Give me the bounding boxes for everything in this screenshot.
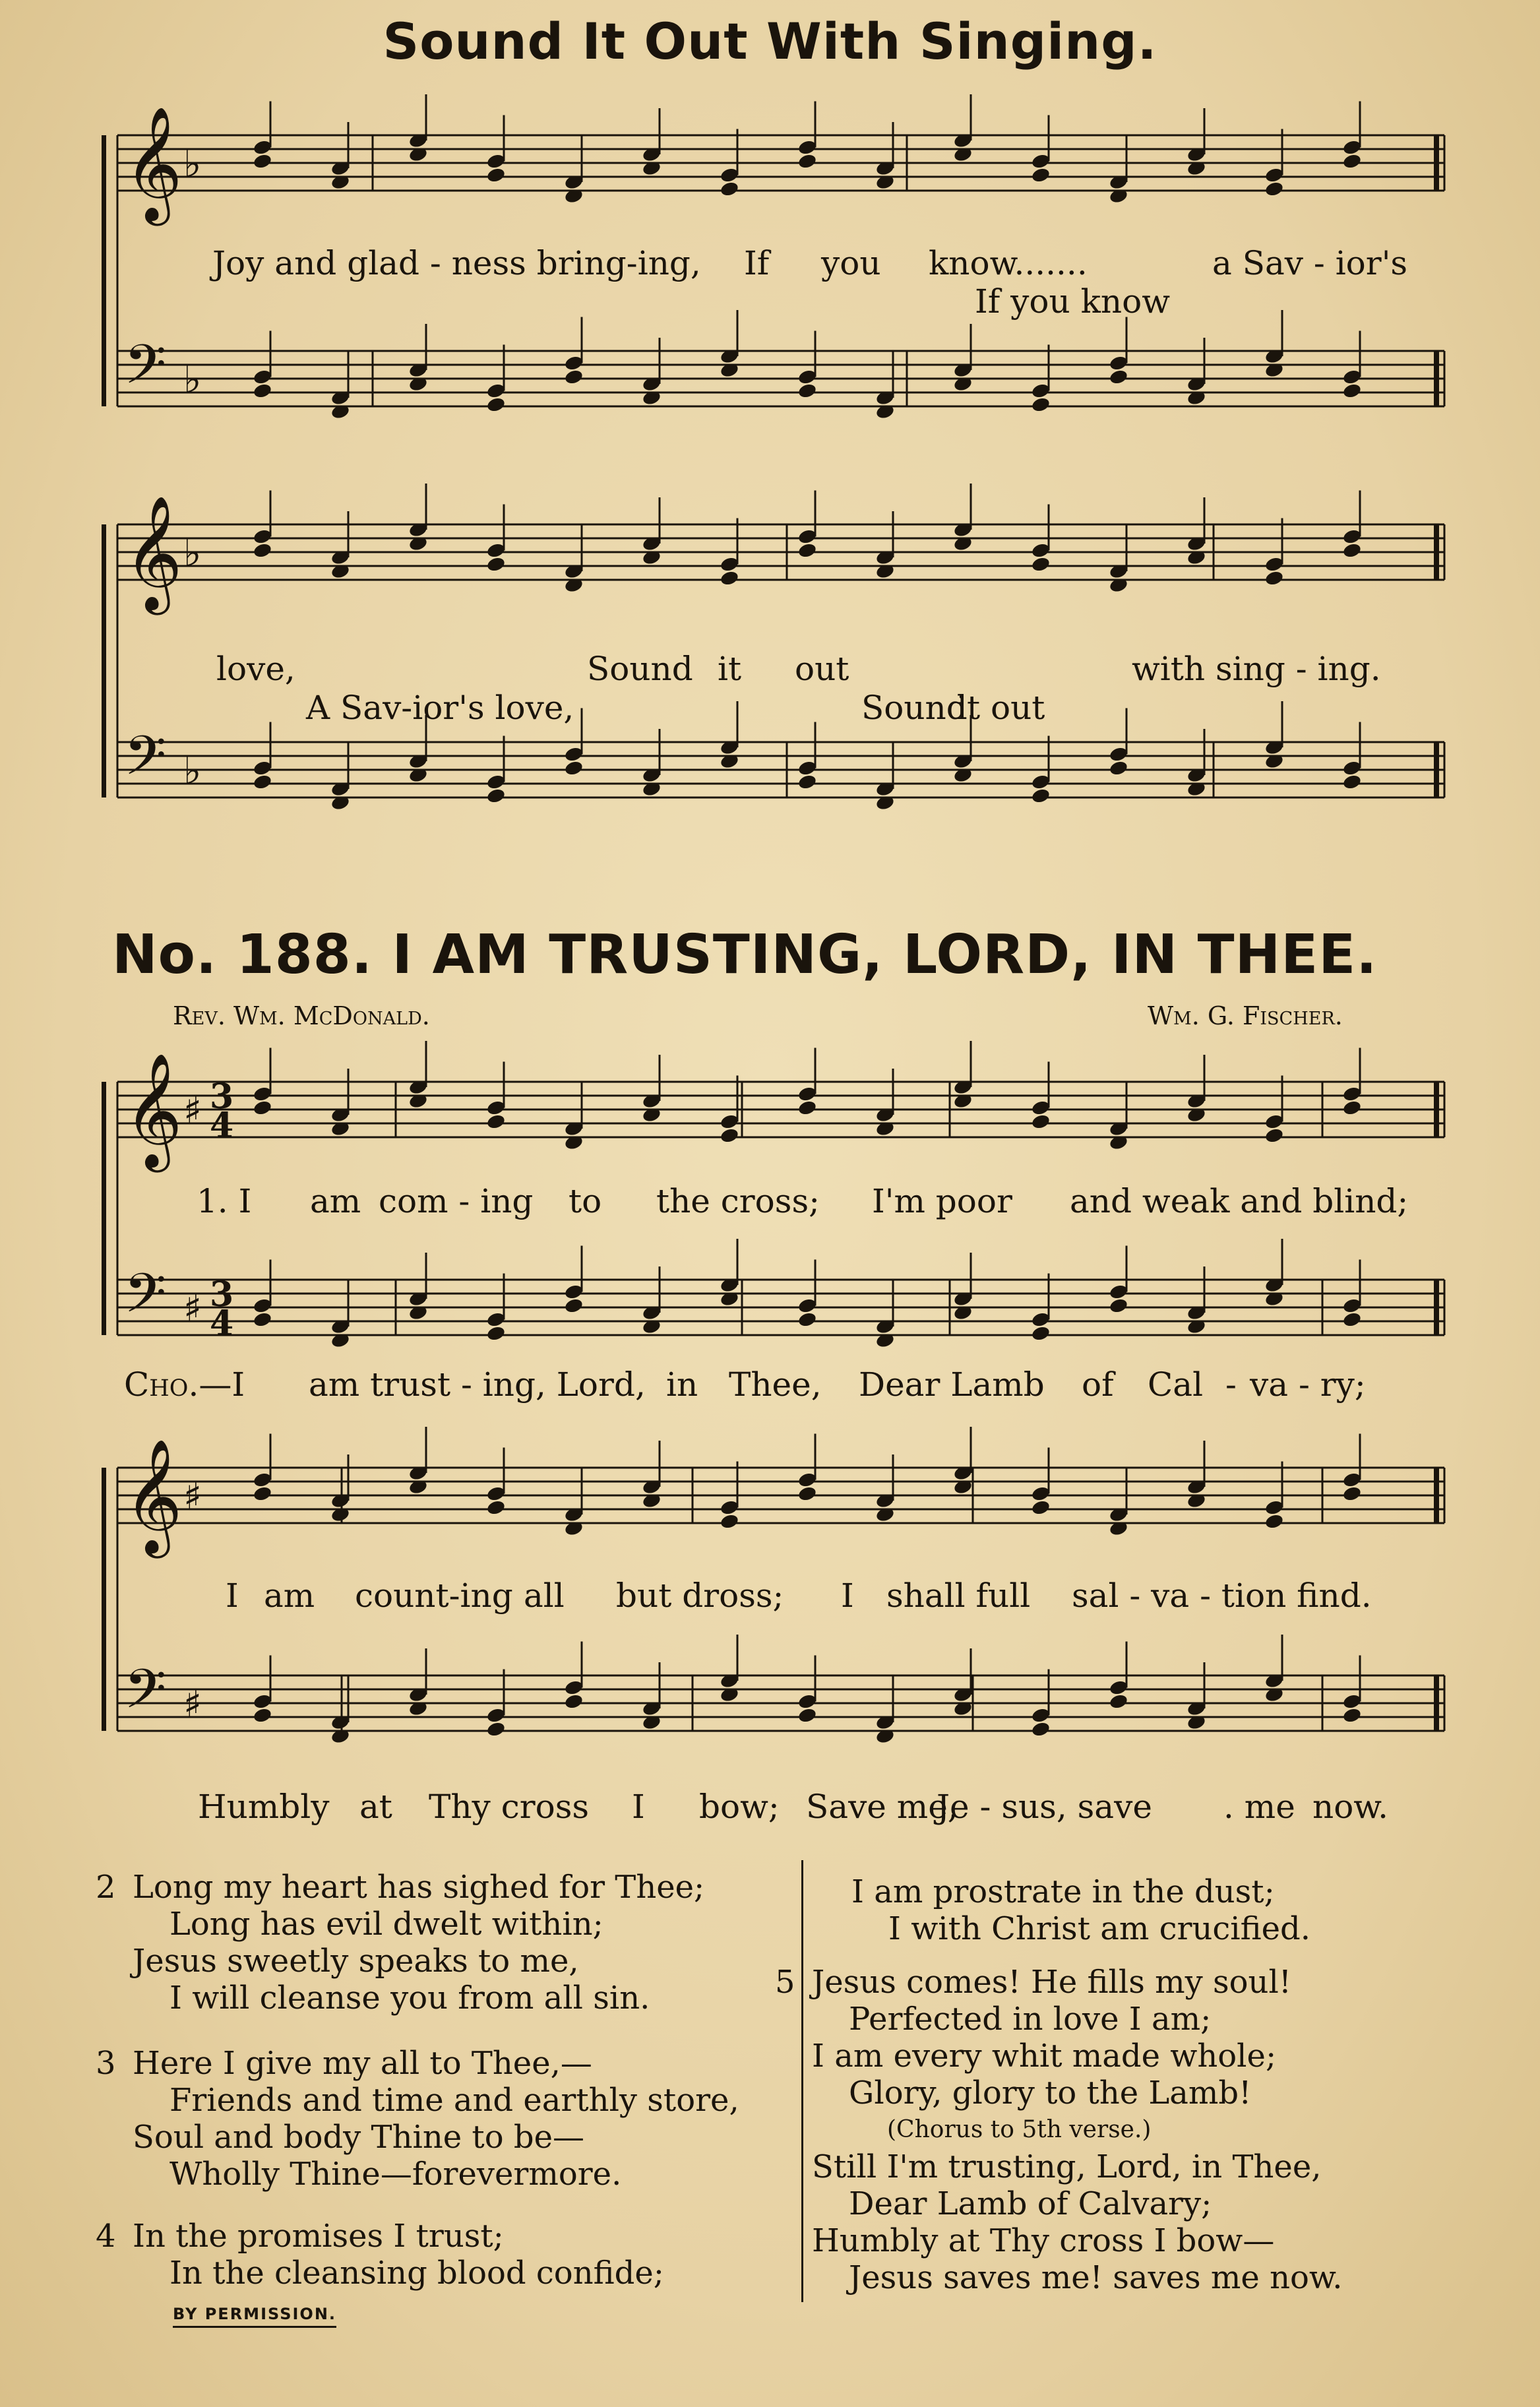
notehead [253,1707,273,1724]
lyric: out [795,650,849,688]
notehead [564,369,584,386]
lyric: shall full [886,1577,1031,1615]
bass-clef-icon: 𝄢 [124,724,167,801]
verse-line: Humbly at Thy cross I bow— [812,2222,1275,2259]
verse-line: I will cleanse you from all sin. [169,1980,650,2016]
lyric: and weak and blind; [1070,1182,1409,1220]
verse-2 [96,1869,704,2016]
treble-clef-icon: 𝄞 [124,1053,183,1168]
notehead [720,1127,740,1144]
notehead [564,1693,584,1710]
notehead [1031,1499,1051,1516]
notehead [253,542,273,559]
notehead [1031,556,1051,573]
lyric: love, [216,650,295,688]
notehead [486,1113,507,1131]
notehead [1342,1100,1363,1117]
notehead [486,788,507,805]
lyric: Humbly [198,1788,330,1826]
hymn-number: No. 188. [112,923,373,986]
lyric: with sing - ing. [1132,650,1381,688]
notehead [1342,774,1363,791]
lyric: am [310,1182,361,1220]
lyric: 1. I [197,1182,252,1220]
verse-number: 4 [96,2218,116,2255]
notehead [797,383,818,400]
treble-clef-icon: 𝄞 [124,495,183,610]
notehead [253,774,273,791]
notehead [797,153,818,170]
lyric: Save me, [806,1788,958,1826]
final-barline [1434,524,1439,580]
sharp-icon: ♯ [183,1286,202,1330]
notehead [486,1721,507,1738]
bass-clef-icon: 𝄢 [124,1261,167,1338]
notehead [1342,1707,1363,1724]
verse-line: Long has evil dwelt within; [169,1906,603,1943]
hymn2-heading [112,923,1377,986]
final-barline [1434,1082,1439,1137]
lyric: Thy cross [429,1788,590,1826]
lyric: va - ry; [1250,1365,1366,1404]
bass-clef-icon: 𝄢 [124,332,167,410]
verse-number: 2 [96,1869,116,1906]
notehead [720,1513,740,1530]
notehead [1342,542,1363,559]
notehead [253,383,273,400]
notehead [720,570,740,587]
verse-number: 5 [775,1964,795,2001]
notation-marks [102,94,1444,1745]
verse-line: Wholly Thine—forevermore. [169,2156,622,2193]
notehead [1264,570,1285,587]
bass-lyric: it out [956,689,1045,727]
notehead [720,181,740,198]
lyric: I [632,1788,645,1826]
verse-line: Still I'm trusting, Lord, in Thee, [812,2148,1322,2185]
lyric: to [569,1182,602,1220]
sharp-icon: ♯ [183,1681,202,1726]
time-signature-top: 3 [210,1274,234,1315]
system-brace [102,524,106,797]
lyric: Dear Lamb [859,1365,1045,1404]
alto-lyric: If you know [975,282,1170,321]
verse-line: I am every whit made whole; [812,2038,1277,2075]
verse-line: Soul and body Thine to be— [133,2119,584,2156]
notehead [564,760,584,777]
verse-line: In the promises I trust; [133,2218,504,2255]
verse-line: Friends and time and earthly store, [169,2082,739,2119]
notehead [486,556,507,573]
notehead [1264,181,1285,198]
lyricist-credit: Rev. Wm. McDonald. [173,1001,430,1030]
verse-4-continued [815,1873,1310,1947]
lyric: I [841,1577,854,1615]
verse-5 [775,1964,1343,2296]
notehead [486,1499,507,1516]
sharp-icon: ♯ [183,1088,202,1133]
notehead [1031,788,1051,805]
notehead [486,167,507,184]
permission-note: BY PERMISSION. [173,2305,336,2328]
verse-number: 3 [96,2045,116,2082]
treble-clef-icon: 𝄞 [124,1439,183,1553]
lyric: at [359,1788,392,1826]
chorus-note: (Chorus to 5th verse.) [887,2116,1152,2143]
verse-3 [96,2045,739,2193]
notehead [797,1707,818,1724]
flat-icon: ♭ [183,530,202,575]
lyric: - [1225,1365,1237,1404]
verse-line: I am prostrate in the dust; [851,1873,1275,1910]
lyric: Sound [587,650,693,688]
sharp-icon: ♯ [183,1474,202,1518]
notehead [797,1485,818,1503]
notehead [797,542,818,559]
lyric: but dross; [616,1577,784,1615]
notehead [1342,1485,1363,1503]
system-brace [102,1468,106,1731]
final-barline [1434,742,1439,797]
notehead [1031,1325,1051,1342]
system-brace [102,1082,106,1335]
notehead [486,396,507,414]
notehead [253,1485,273,1503]
lyric: If [744,244,770,282]
lyric: all [524,1577,565,1615]
lyric: am trust - ing, Lord, [309,1365,646,1404]
lyric: the cross; [656,1182,820,1220]
flat-icon: ♭ [183,357,202,402]
notehead [253,1100,273,1117]
final-barline [1434,135,1439,191]
hymn-title-i-am-trusting: I AM TRUSTING, LORD, IN THEE. [392,923,1378,986]
verse-line: Glory, glory to the Lamb! [849,2075,1252,2111]
lyric: of [1082,1365,1114,1404]
time-signature-top: 3 [210,1077,234,1117]
notehead [1109,760,1129,777]
flat-icon: ♭ [183,748,202,793]
notehead [486,1325,507,1342]
verse-line: Dear Lamb of Calvary; [849,2185,1212,2222]
lyric: Joy and glad - ness bring-ing, [212,244,701,282]
time-signature-bottom: 4 [210,1303,234,1344]
lyric: Cal [1148,1365,1204,1404]
final-barline [1434,1675,1439,1731]
final-barline [1434,351,1439,406]
lyric: I [226,1577,239,1615]
lyric: it [718,650,742,688]
notehead [1342,1311,1363,1329]
lyric: com - ing [379,1182,534,1220]
lyric: I'm poor [872,1182,1012,1220]
verse-line: In the cleansing blood confide; [169,2255,664,2292]
notehead [1031,1113,1051,1131]
verse-line: I with Christ am crucified. [888,1910,1311,1947]
lyric: . me [1223,1788,1295,1826]
treble-clef-icon: 𝄞 [124,106,183,221]
bass-clef-icon: 𝄢 [124,1657,167,1734]
lyric: Cho.—I [124,1365,245,1404]
notehead [1031,396,1051,414]
notehead [564,1297,584,1315]
notehead [1342,383,1363,400]
lyric: a Sav - ior's [1212,244,1408,282]
verse-4 [96,2218,664,2292]
lyric: in [666,1365,698,1404]
bass-lyric: Sound [861,689,968,727]
verse-line: Jesus comes! He fills my soul! [812,1964,1292,2001]
lyric: now. [1312,1788,1389,1826]
notehead [1109,1693,1129,1710]
flat-icon: ♭ [183,141,202,186]
lyric: know....... [929,244,1088,282]
hymn-title-sound-it-out: Sound It Out With Singing. [383,12,1157,71]
verse-line: Perfected in love I am; [849,2001,1212,2038]
final-barline [1434,1280,1439,1335]
verse-line: Jesus saves me! saves me now. [849,2259,1343,2296]
notehead [1342,153,1363,170]
lyric: am [264,1577,315,1615]
notehead [1109,369,1129,386]
notehead [797,1311,818,1329]
notehead [253,1311,273,1329]
lyric: count-ing [355,1577,513,1615]
lyric: bow; [699,1788,780,1826]
verse-line: Here I give my all to Thee,— [133,2045,592,2082]
notehead [1031,167,1051,184]
notehead [1264,1513,1285,1530]
bass-lyric: A Sav-ior's love, [306,689,574,727]
notehead [797,1100,818,1117]
notehead [1264,1127,1285,1144]
time-signature-bottom: 4 [210,1106,234,1146]
final-barline [1434,1468,1439,1523]
notehead [1031,1721,1051,1738]
composer-credit: Wm. G. Fischer. [1148,1001,1343,1030]
notehead [1109,1297,1129,1315]
lyric: Thee, [729,1365,822,1404]
lyric: you [821,244,881,282]
verse-line: Long my heart has sighed for Thee; [133,1869,705,1906]
verse-line: Jesus sweetly speaks to me, [133,1943,579,1980]
lyric: Je - sus, save [937,1788,1152,1826]
notehead [797,774,818,791]
system-brace [102,135,106,406]
notehead [253,153,273,170]
lyric: sal - va - tion find. [1072,1577,1372,1615]
